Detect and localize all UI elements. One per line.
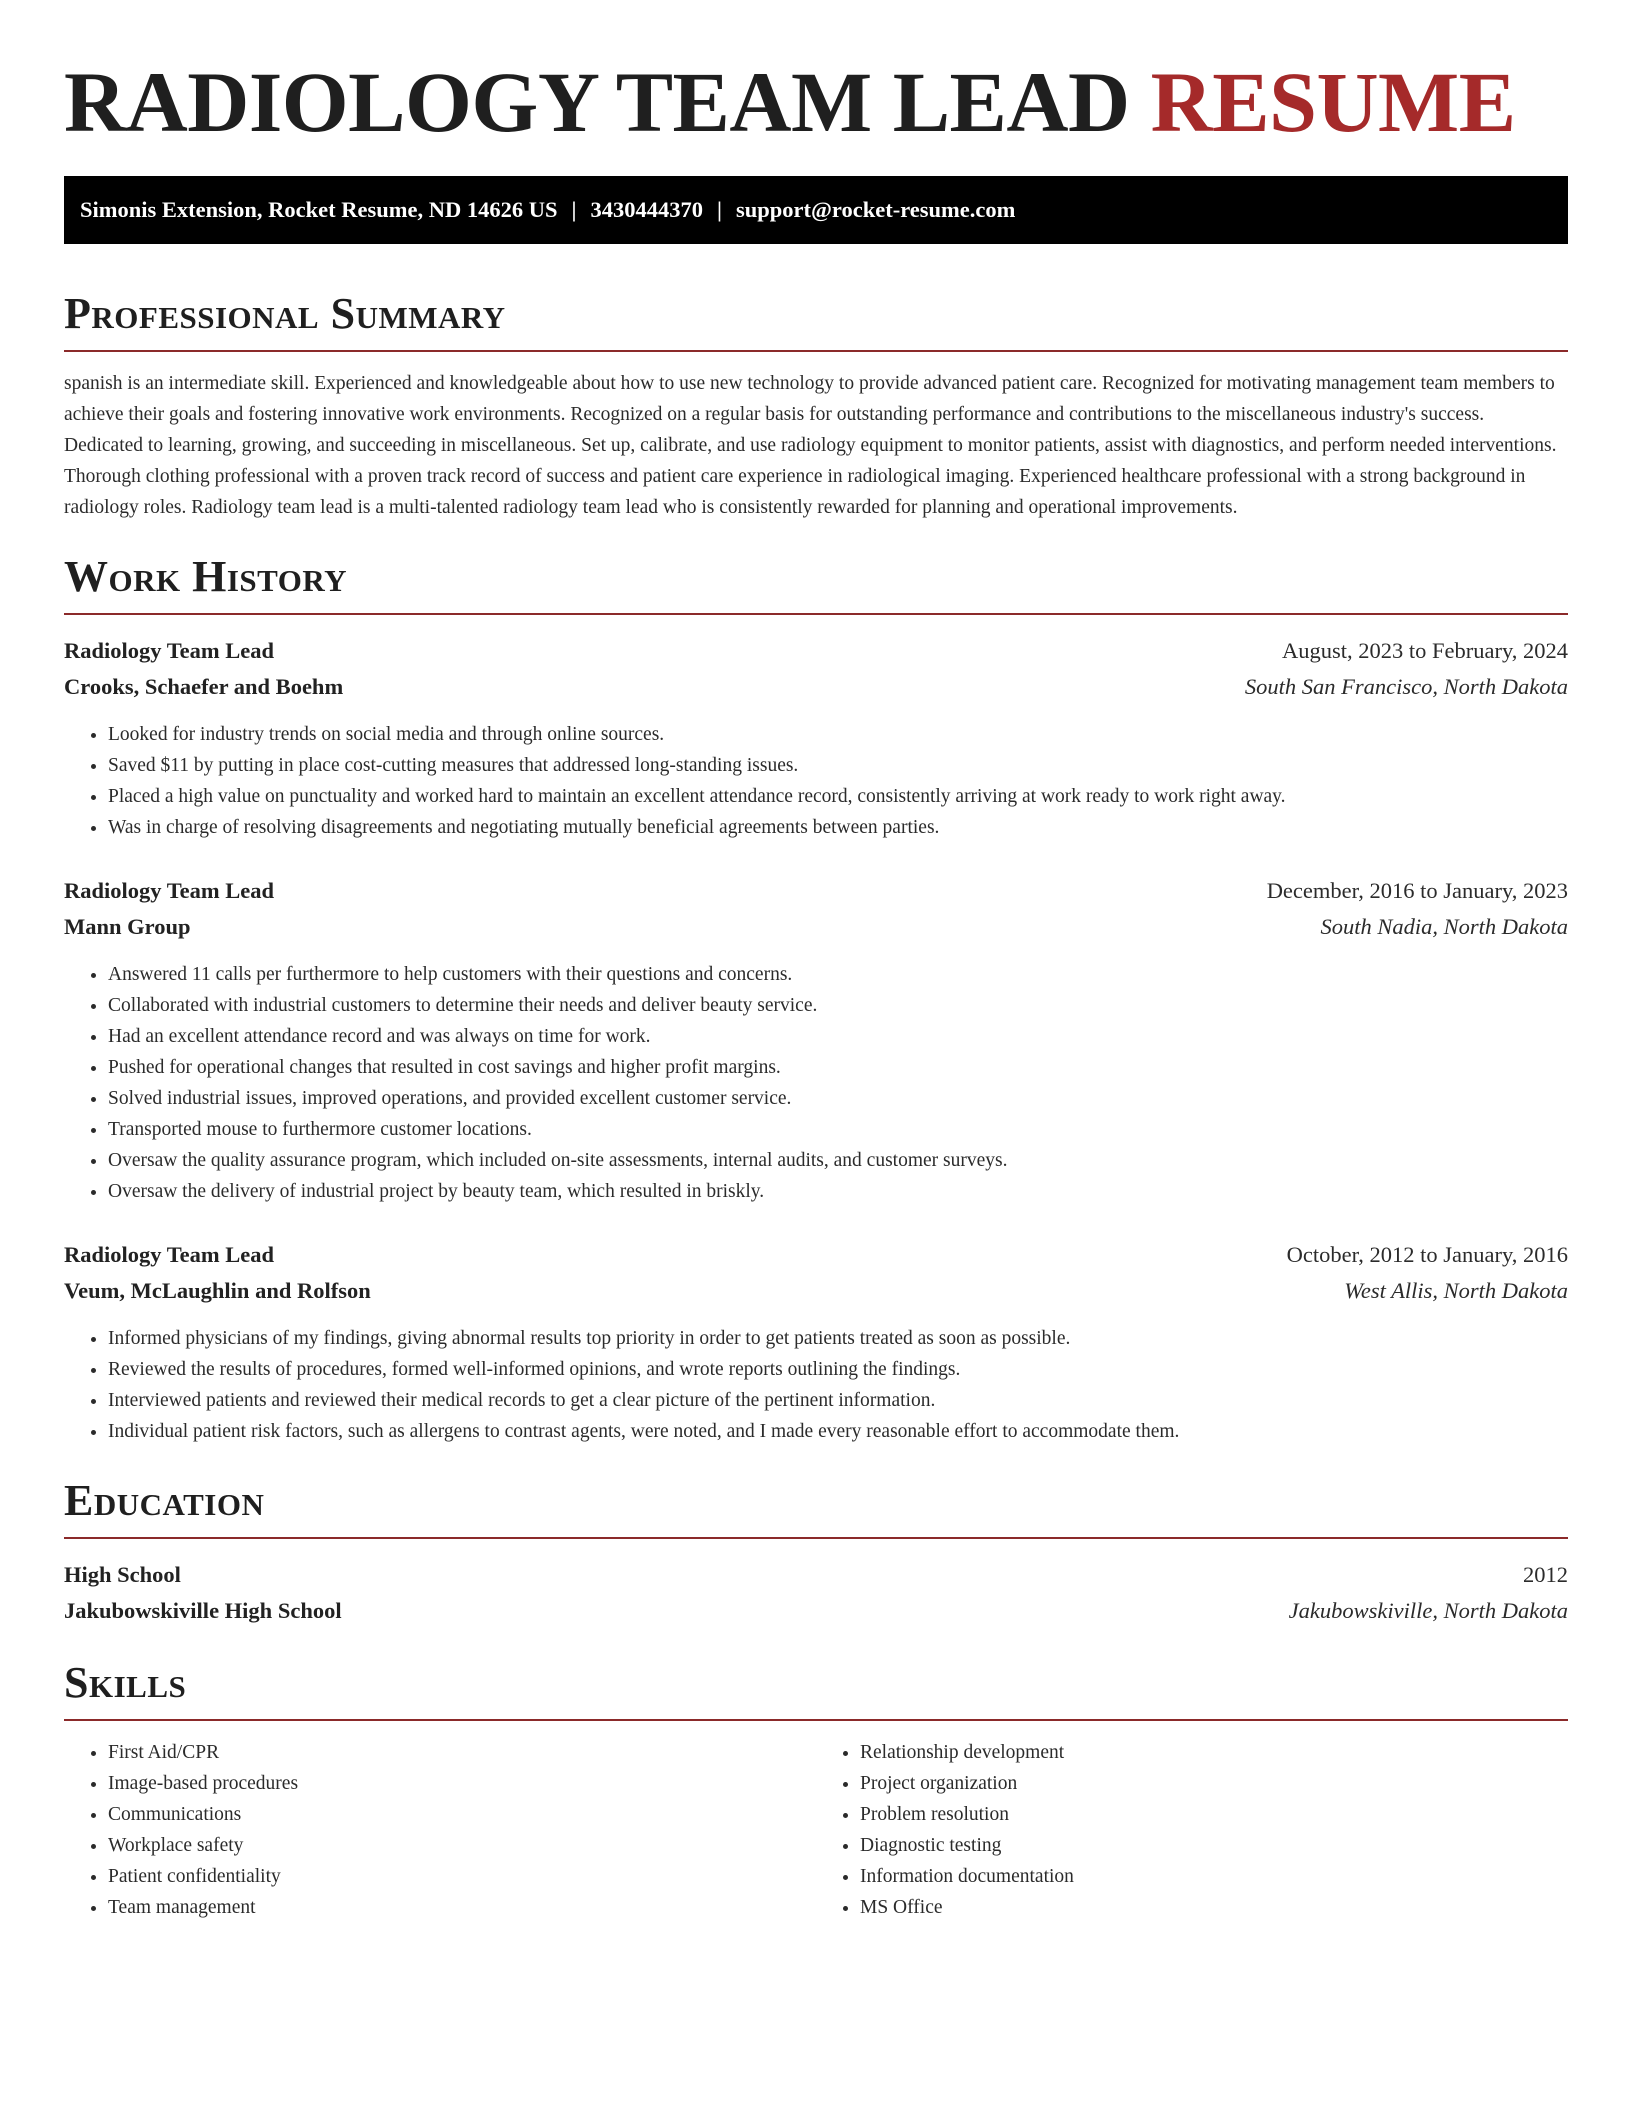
contact-separator: | — [717, 197, 722, 222]
job-company-row — [64, 1273, 1568, 1309]
section-divider — [64, 613, 1568, 615]
job-title: Radiology Team Lead — [64, 638, 275, 663]
skill-item: • Diagnostic testing — [860, 1830, 1568, 1861]
job-entry — [64, 1237, 1568, 1447]
skill-item: • Relationship development — [860, 1737, 1568, 1768]
job-dates: October, 2012 to January, 2016 — [1286, 1242, 1568, 1267]
job-bullet: • Placed a high value on punctuality and worked hard to maintain an excellent attendance record, consistently arriving at work ready to work right away. — [108, 781, 1568, 812]
skill-item: • Image-based procedures — [108, 1768, 816, 1799]
summary-text: spanish is an intermediate skill. Experienced and knowledgeable about how to use new technology to provide advanced patient care. Recognized for motivating management team members to achieve their goals and fostering innovative work environments. Recognized on a regular basis for outstanding performance and contributions to the miscellaneous industry's success. Dedicated to learning, growing, and succeeding in miscellaneous. Set up, calibrate, and use radiology equipment to monitor patients, assist with diagnostics, and perform needed interventions. Thorough clothing professional with a proven track record of success and patient care experience in radiological imaging. Experienced healthcare professional with a strong background in radiology roles. Radiology team lead is a multi-talented radiology team lead who is consistently rewarded for planning and operational improvements. — [64, 373, 1557, 518]
education-school: Jakubowskiville High School — [64, 1598, 342, 1623]
skill-item: • Problem resolution — [860, 1799, 1568, 1830]
job-bullet: • Individual patient risk factors, such as allergens to contrast agents, were noted, and I made every reasonable effort to accommodate them. — [108, 1416, 1568, 1447]
summary-heading: Professional Summary — [64, 289, 506, 338]
work-history-heading: Work History — [64, 552, 348, 601]
job-bullets — [64, 1323, 1568, 1447]
job-company: Mann Group — [64, 914, 191, 939]
skill-item: • Project organization — [860, 1768, 1568, 1799]
job-location: West Allis, North Dakota — [1344, 1278, 1568, 1303]
job-header-row — [64, 1237, 1568, 1273]
job-entry — [64, 873, 1568, 1207]
job-bullet: • Had an excellent attendance record and was always on time for work. — [108, 1021, 1568, 1052]
job-dates: August, 2023 to February, 2024 — [1281, 638, 1568, 663]
contact-phone: 3430444370 — [590, 197, 703, 222]
job-location: South Nadia, North Dakota — [1320, 914, 1568, 939]
job-bullets — [64, 719, 1568, 843]
title-main: RADIOLOGY TEAM LEAD — [64, 54, 1130, 150]
education-year: 2012 — [1523, 1562, 1568, 1587]
job-bullet: • Looked for industry trends on social media and through online sources. — [108, 719, 1568, 750]
job-dates: December, 2016 to January, 2023 — [1266, 878, 1568, 903]
job-bullet: • Transported mouse to furthermore customer locations. — [108, 1114, 1568, 1145]
contact-email: support@rocket-resume.com — [735, 197, 1016, 222]
contact-bar — [64, 176, 1568, 244]
skills-columns — [64, 1737, 1568, 1923]
skill-item: • Information documentation — [860, 1861, 1568, 1892]
skills-list-left — [64, 1737, 816, 1923]
job-title: Radiology Team Lead — [64, 878, 275, 903]
skills-section — [64, 1657, 1568, 1923]
job-company: Veum, McLaughlin and Rolfson — [64, 1278, 371, 1303]
job-bullet: • Oversaw the delivery of industrial project by beauty team, which resulted in briskly. — [108, 1176, 1568, 1207]
contact-address: Simonis Extension, Rocket Resume, ND 14626 US — [80, 197, 558, 222]
education-entry — [64, 1557, 1568, 1629]
resume-title — [64, 0, 1568, 152]
skill-item: • Workplace safety — [108, 1830, 816, 1861]
job-bullet: • Interviewed patients and reviewed their medical records to get a clear picture of the pertinent information. — [108, 1385, 1568, 1416]
skill-item: • Patient confidentiality — [108, 1861, 816, 1892]
job-bullet: • Collaborated with industrial customers to determine their needs and deliver beauty service. — [108, 990, 1568, 1021]
job-company-row — [64, 669, 1568, 705]
job-header-row — [64, 873, 1568, 909]
skill-item: • Communications — [108, 1799, 816, 1830]
education-header-row — [64, 1557, 1568, 1593]
job-company-row — [64, 909, 1568, 945]
skill-item: • First Aid/CPR — [108, 1737, 816, 1768]
skill-item: • Team management — [108, 1892, 816, 1923]
job-bullet: • Reviewed the results of procedures, formed well-informed opinions, and wrote reports outlining the findings. — [108, 1354, 1568, 1385]
job-bullet: • Oversaw the quality assurance program, which included on-site assessments, internal audits, and customer surveys. — [108, 1145, 1568, 1176]
title-accent: RESUME — [1150, 54, 1516, 150]
education-degree: High School — [64, 1562, 181, 1587]
job-title: Radiology Team Lead — [64, 1242, 275, 1267]
job-header-row — [64, 633, 1568, 669]
job-bullet: • Was in charge of resolving disagreements and negotiating mutually beneficial agreements between parties. — [108, 812, 1568, 843]
contact-separator: | — [571, 197, 577, 222]
education-school-row — [64, 1593, 1568, 1629]
job-bullet: • Saved $11 by putting in place cost-cutting measures that addressed long-standing issues. — [108, 750, 1568, 781]
section-divider — [64, 1719, 1568, 1721]
education-location: Jakubowskiville, North Dakota — [1288, 1598, 1568, 1623]
job-bullet: • Solved industrial issues, improved operations, and provided excellent customer service. — [108, 1083, 1568, 1114]
skills-heading: Skills — [64, 1658, 187, 1707]
job-company: Crooks, Schaefer and Boehm — [64, 674, 344, 699]
job-bullet: • Answered 11 calls per furthermore to help customers with their questions and concerns. — [108, 959, 1568, 990]
job-location: South San Francisco, North Dakota — [1244, 674, 1568, 699]
summary-section — [64, 288, 1568, 523]
job-bullets — [64, 959, 1568, 1207]
job-entry — [64, 633, 1568, 843]
section-divider — [64, 350, 1568, 352]
section-divider — [64, 1537, 1568, 1539]
education-section — [64, 1475, 1568, 1629]
job-bullet: • Pushed for operational changes that resulted in cost savings and higher profit margins. — [108, 1052, 1568, 1083]
job-bullet: • Informed physicians of my findings, giving abnormal results top priority in order to get patients treated as soon as possible. — [108, 1323, 1568, 1354]
skills-list-right — [816, 1737, 1568, 1923]
skill-item: • MS Office — [860, 1892, 1568, 1923]
education-heading: Education — [64, 1476, 265, 1525]
work-history-section — [64, 551, 1568, 1447]
